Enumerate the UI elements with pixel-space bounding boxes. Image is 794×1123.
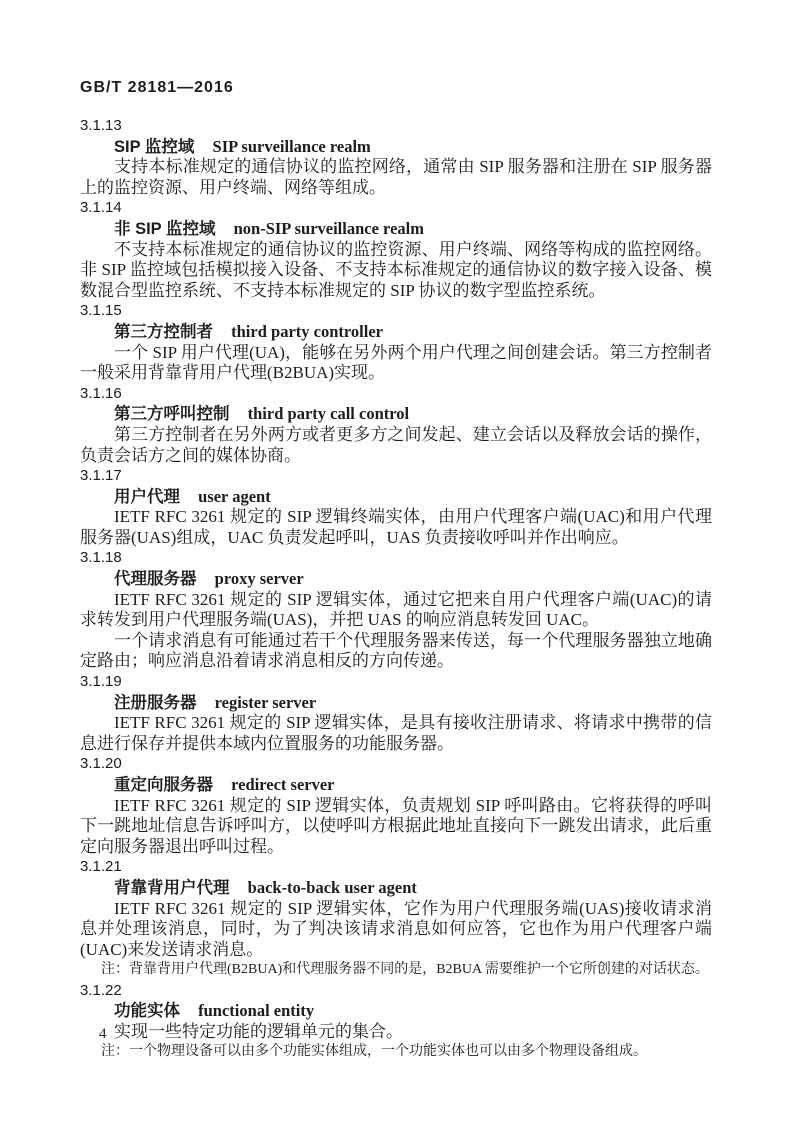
clause-number: 3.1.13 <box>80 117 122 134</box>
term-zh: 用户代理 <box>114 487 180 506</box>
term-entry <box>80 857 712 980</box>
term-en: register server <box>214 692 317 712</box>
definition-paragraph: IETF RFC 3261 规定的 SIP 逻辑实体，通过它把来自用户代理客户端(UAC)的请求转发到用户代理服务端(UAS)，并把 UAS 的响应消息转发回 UAC。 <box>80 589 712 630</box>
clause-number: 3.1.20 <box>80 755 122 773</box>
term-entry <box>80 548 712 672</box>
definition <box>80 713 712 754</box>
definition-paragraph: IETF RFC 3261 规定的 SIP 逻辑终端实体，由用户代理客户端(UAC)和用户代理服务器(UAS)组成，UAC 负责发起呼叫，UAS 负责接收呼叫并作出响应。 <box>80 507 712 547</box>
term-entry <box>80 198 712 301</box>
clause-number: 3.1.14 <box>80 199 122 217</box>
term-zh: SIP 监控域 <box>114 137 195 156</box>
clause-number: 3.1.22 <box>80 981 122 999</box>
definition <box>80 796 712 858</box>
definition <box>80 425 712 466</box>
term-line <box>114 404 712 425</box>
definition <box>80 343 712 384</box>
term-zh: 第三方控制者 <box>114 322 213 341</box>
term-en: user agent <box>198 486 271 506</box>
term-en: SIP surveillance realm <box>212 136 371 156</box>
clause-number: 3.1.21 <box>80 858 122 876</box>
term-entry <box>80 672 712 754</box>
definition-paragraph: 一个 SIP 用户代理(UA)，能够在另外两个用户代理之间创建会话。第三方控制者一般采用背靠背用户代理(B2BUA)实现。 <box>80 342 712 383</box>
term-en: functional entity <box>198 1001 315 1021</box>
clause-number: 3.1.16 <box>80 384 122 402</box>
term-entry <box>80 116 712 198</box>
definition-paragraph: 不支持本标准规定的通信协议的监控资源、用户终端、网络等构成的监控网络。非 SIP 监控域包括模拟接入设备、不支持本标准规定的通信协议的数字接入设备、模数混合型监控系统、不支持本标准规定的 SIP 协议的数字型监控系统。 <box>80 239 712 300</box>
definition-paragraph: 一个请求消息有可能通过若干个代理服务器来传送，每一个代理服务器独立地确定路由；响应消息沿着请求消息相反的方向传递。 <box>80 630 712 671</box>
term-line <box>114 1001 712 1022</box>
term-zh: 第三方呼叫控制 <box>114 405 230 424</box>
term-en: non-SIP surveillance realm <box>233 218 424 238</box>
definition <box>80 1022 712 1063</box>
definition-paragraph: 实现一些特定功能的逻辑单元的集合。 <box>114 1021 403 1041</box>
standard-number-header: GB/T 28181—2016 <box>80 79 234 96</box>
term-line <box>114 487 712 508</box>
term-line <box>114 137 712 158</box>
clause-number: 3.1.17 <box>80 467 122 485</box>
term-line <box>114 219 712 240</box>
definition-paragraph: 第三方控制者在另外两方或者更多方之间发起、建立会话以及释放会话的操作，负责会话方之间的媒体协商。 <box>80 424 712 465</box>
note: 注：背靠背用户代理(B2BUA)和代理服务器不同的是，B2BUA 需要维护一个它所创建的对话状态。 <box>101 962 709 978</box>
term-entry <box>80 384 712 466</box>
definition-paragraph: IETF RFC 3261 规定的 SIP 逻辑实体，它作为用户代理服务端(UAS)接收请求消息并处理该消息，同时，为了判决该请求消息如何应答，它也作为用户代理客户端(UAC)来发送请求消息。 <box>80 898 712 959</box>
term-en: proxy server <box>214 569 304 589</box>
term-zh: 重定向服务器 <box>114 776 213 794</box>
note: 注：一个物理设备可以由多个功能实体组成，一个功能实体也可以由多个物理设备组成。 <box>101 1044 647 1060</box>
term-line <box>114 569 712 590</box>
term-zh: 代理服务器 <box>114 570 197 589</box>
page-number: 4 <box>99 1026 107 1042</box>
term-zh: 背靠背用户代理 <box>114 878 230 897</box>
term-entry <box>80 981 712 1063</box>
clause-number: 3.1.15 <box>80 302 122 320</box>
definition <box>80 899 712 981</box>
term-zh: 注册服务器 <box>114 693 197 712</box>
term-en: back-to-back user agent <box>247 877 417 897</box>
term-entry <box>80 466 712 548</box>
term-entry <box>80 301 712 383</box>
term-en: third party controller <box>231 321 383 341</box>
term-entry <box>80 754 712 857</box>
definition <box>80 590 712 672</box>
term-zh: 非 SIP 监控域 <box>114 219 216 238</box>
term-line <box>114 878 712 899</box>
definition <box>80 507 712 548</box>
term-zh: 功能实体 <box>114 1002 180 1021</box>
definition-paragraph: IETF RFC 3261 规定的 SIP 逻辑实体，是具有接收注册请求、将请求中携带的信息进行保存并提供本域内位置服务的功能服务器。 <box>80 713 712 753</box>
clause-number: 3.1.18 <box>80 549 122 567</box>
definition <box>80 157 712 198</box>
term-line <box>114 693 712 714</box>
term-en: third party call control <box>247 404 410 424</box>
term-en: redirect server <box>231 775 335 794</box>
definition-paragraph: IETF RFC 3261 规定的 SIP 逻辑实体，负责规划 SIP 呼叫路由。它将获得的呼叫下一跳地址信息告诉呼叫方，以使呼叫方根据此地址直接向下一跳发出请求，此后重定向服务器退出呼叫过程。 <box>80 795 712 856</box>
terms-list <box>80 116 712 1063</box>
definition <box>80 240 712 302</box>
term-line <box>114 322 712 343</box>
term-line <box>114 775 712 796</box>
clause-number: 3.1.19 <box>80 673 122 691</box>
definition-paragraph: 支持本标准规定的通信协议的监控网络，通常由 SIP 服务器和注册在 SIP 服务器上的监控资源、用户终端、网络等组成。 <box>80 157 712 197</box>
